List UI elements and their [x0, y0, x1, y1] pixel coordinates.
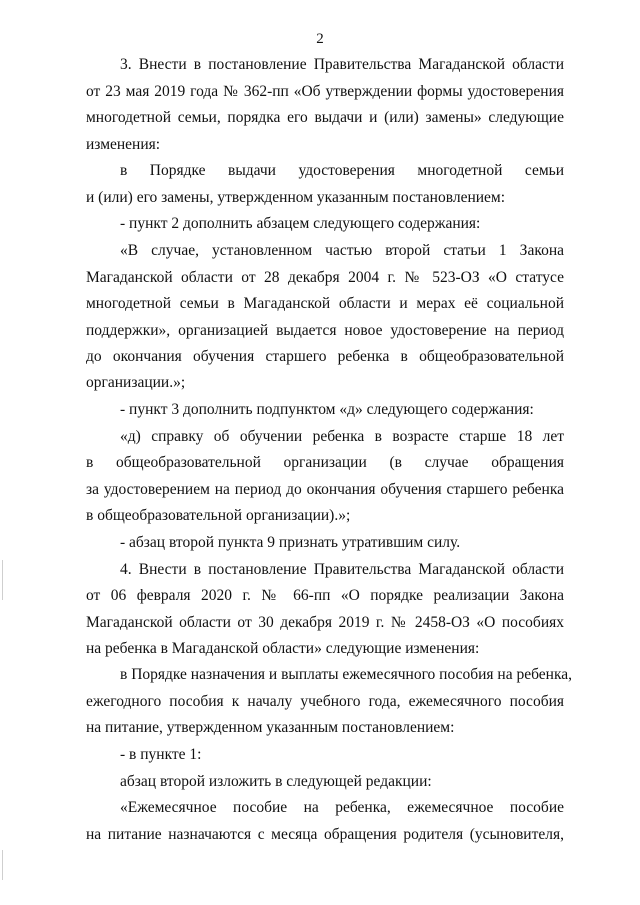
quoted-text-line: «д) справку об обучении ребенка в возрасте старше 18 лет [120, 428, 564, 445]
quoted-text-line: многодетной семьи в Магаданской области и мерах её социальной [86, 295, 564, 312]
quoted-text-line: до окончания обучения старшего ребенка в общеобразовательной [86, 348, 564, 365]
amendment-item-line: - пункт 2 дополнить абзацем следующего содержания: [120, 215, 481, 232]
quoted-text-line: поддержки», организацией выдается новое удостоверение на период [86, 322, 564, 339]
quoted-text-line: в общеобразовательной организации (в случае обращения [86, 454, 564, 471]
quoted-text-line: организации.»; [86, 374, 186, 391]
quoted-text-line: на питание назначаются с месяца обращения родителя (усыновителя, [86, 826, 564, 843]
quoted-text-line: «Ежемесячное пособие на ребенка, ежемесячное пособие [120, 799, 564, 816]
order-reference-line: ежегодного пособия к началу учебного года, ежемесячного пособия [86, 693, 564, 710]
order-reference-line: в Порядке выдачи удостоверения многодетной семьи [120, 162, 564, 179]
order-reference-line: на питание, утвержденном указанным постановлением: [86, 719, 455, 736]
paragraph-3-line: изменения: [86, 136, 161, 153]
amendment-item-line: - пункт 3 дополнить подпунктом «д» следующего содержания: [120, 401, 534, 418]
order-reference-line: и (или) его замены, утвержденном указанным постановлением: [86, 189, 506, 206]
scan-edge-mark [2, 560, 3, 600]
quoted-text-line: в общеобразовательной организации).»; [86, 507, 351, 524]
paragraph-4-line: 4. Внести в постановление Правительства Магаданской области [120, 561, 564, 578]
paragraph-3-line: от 23 мая 2019 года № 362-пп «Об утверждении формы удостоверения [86, 83, 564, 100]
amendment-item-line: - в пункте 1: [120, 746, 202, 763]
page-number: 2 [316, 31, 324, 47]
paragraph-4-line: от 06 февраля 2020 г. № 66-пп «О порядке реализации Закона [86, 587, 564, 604]
paragraph-3-line: 3. Внести в постановление Правительства Магаданской области [120, 56, 564, 73]
paragraph-3-line: многодетной семьи, порядка его выдачи и (или) замены» следующие [86, 109, 564, 126]
scan-edge-mark [2, 850, 3, 880]
quoted-text-line: за удостоверением на период до окончания обучения старшего ребенка [86, 481, 564, 498]
paragraph-4-line: на ребенка в Магаданской области» следующие изменения: [86, 640, 480, 657]
paragraph-4-line: Магаданской области от 30 декабря 2019 г. № 2458-ОЗ «О пособиях [86, 614, 564, 631]
quoted-text-line: «В случае, установленном частью второй статьи 1 Закона [120, 242, 564, 259]
amendment-item-line: - абзац второй пункта 9 признать утратившим силу. [120, 534, 461, 551]
order-reference-line: в Порядке назначения и выплаты ежемесячного пособия на ребенка, [120, 666, 573, 683]
quoted-text-line: Магаданской области от 28 декабря 2004 г. № 523-ОЗ «О статусе [86, 269, 564, 286]
amendment-item-line: абзац второй изложить в следующей редакции: [120, 773, 432, 790]
